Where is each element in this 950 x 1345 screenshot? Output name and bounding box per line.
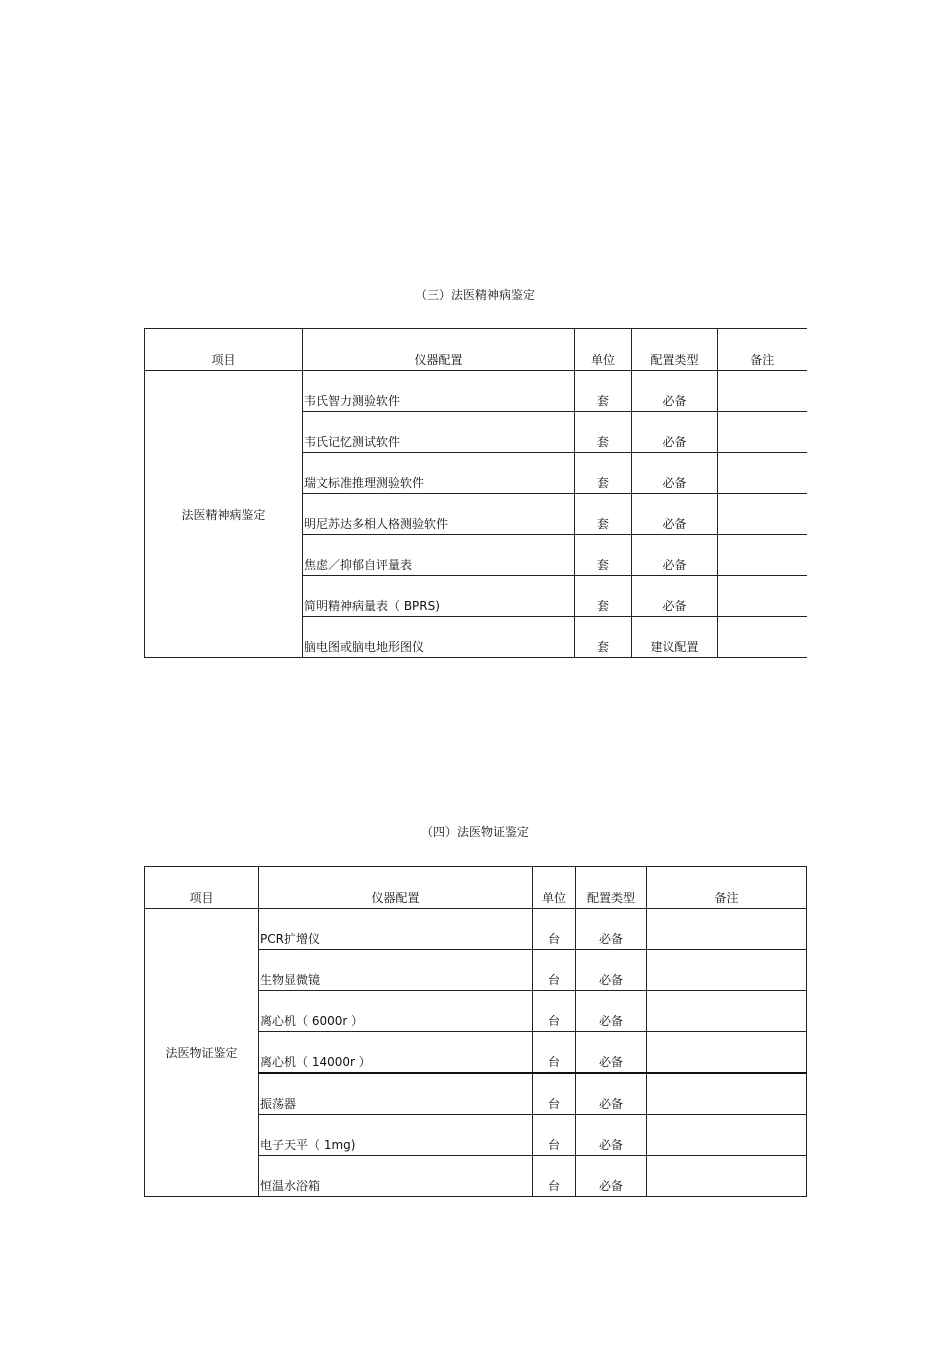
note-cell bbox=[647, 1032, 807, 1074]
note-cell bbox=[718, 535, 807, 576]
note-cell bbox=[718, 371, 807, 412]
equipment-cell: 离心机（ 14000r ） bbox=[259, 1032, 533, 1074]
equipment-cell: 离心机（ 6000r ） bbox=[259, 991, 533, 1032]
note-cell bbox=[647, 1073, 807, 1115]
section4-caption: （四）法医物证鉴定 bbox=[420, 825, 529, 839]
note-cell bbox=[647, 950, 807, 991]
table-row bbox=[145, 909, 807, 950]
unit-cell: 套 bbox=[575, 453, 632, 494]
config-type-cell: 必备 bbox=[576, 909, 647, 950]
table-row bbox=[145, 371, 807, 412]
note-cell bbox=[647, 1156, 807, 1197]
note-cell bbox=[647, 909, 807, 950]
note-cell bbox=[718, 453, 807, 494]
header-unit: 单位 bbox=[533, 867, 576, 909]
equipment-cell: 电子天平（ 1mg) bbox=[259, 1115, 533, 1156]
project-cell: 法医物证鉴定 bbox=[145, 909, 259, 1197]
unit-cell: 台 bbox=[533, 1156, 576, 1197]
header-equipment: 仪器配置 bbox=[303, 329, 575, 371]
unit-cell: 套 bbox=[575, 371, 632, 412]
config-type-cell: 必备 bbox=[632, 453, 718, 494]
equipment-cell: 振荡器 bbox=[259, 1073, 533, 1115]
unit-cell: 台 bbox=[533, 991, 576, 1032]
note-cell bbox=[718, 412, 807, 453]
unit-cell: 套 bbox=[575, 576, 632, 617]
config-type-cell: 必备 bbox=[576, 1073, 647, 1115]
config-type-cell: 必备 bbox=[632, 494, 718, 535]
header-project: 项目 bbox=[145, 867, 259, 909]
header-config-type: 配置类型 bbox=[632, 329, 718, 371]
project-cell: 法医精神病鉴定 bbox=[145, 371, 303, 658]
unit-cell: 台 bbox=[533, 1115, 576, 1156]
config-type-cell: 必备 bbox=[576, 1156, 647, 1197]
unit-cell: 台 bbox=[533, 1032, 576, 1074]
equipment-cell: 韦氏记忆测试软件 bbox=[303, 412, 575, 453]
note-cell bbox=[718, 617, 807, 658]
unit-cell: 套 bbox=[575, 494, 632, 535]
config-type-cell: 必备 bbox=[576, 991, 647, 1032]
equipment-cell: PCR扩增仪 bbox=[259, 909, 533, 950]
equipment-cell: 简明精神病量表（ BPRS) bbox=[303, 576, 575, 617]
config-type-cell: 必备 bbox=[576, 1115, 647, 1156]
config-type-cell: 必备 bbox=[632, 412, 718, 453]
config-type-cell: 必备 bbox=[632, 576, 718, 617]
section4-table bbox=[144, 866, 807, 1197]
table-header-row bbox=[145, 329, 807, 371]
equipment-cell: 恒温水浴箱 bbox=[259, 1156, 533, 1197]
section3-table bbox=[144, 328, 807, 658]
unit-cell: 套 bbox=[575, 412, 632, 453]
header-equipment: 仪器配置 bbox=[259, 867, 533, 909]
unit-cell: 台 bbox=[533, 950, 576, 991]
note-cell bbox=[647, 1115, 807, 1156]
header-note: 备注 bbox=[647, 867, 807, 909]
header-note: 备注 bbox=[718, 329, 807, 371]
config-type-cell: 建议配置 bbox=[632, 617, 718, 658]
equipment-cell: 焦虑／抑郁自评量表 bbox=[303, 535, 575, 576]
config-type-cell: 必备 bbox=[576, 1032, 647, 1074]
note-cell bbox=[718, 576, 807, 617]
header-unit: 单位 bbox=[575, 329, 632, 371]
unit-cell: 台 bbox=[533, 909, 576, 950]
unit-cell: 套 bbox=[575, 535, 632, 576]
equipment-cell: 脑电图或脑电地形图仪 bbox=[303, 617, 575, 658]
config-type-cell: 必备 bbox=[632, 535, 718, 576]
equipment-cell: 瑞文标准推理测验软件 bbox=[303, 453, 575, 494]
section3-caption: （三）法医精神病鉴定 bbox=[414, 288, 535, 302]
equipment-cell: 韦氏智力测验软件 bbox=[303, 371, 575, 412]
unit-cell: 套 bbox=[575, 617, 632, 658]
note-cell bbox=[718, 494, 807, 535]
header-project: 项目 bbox=[145, 329, 303, 371]
table-header-row bbox=[145, 867, 807, 909]
config-type-cell: 必备 bbox=[576, 950, 647, 991]
note-cell bbox=[647, 991, 807, 1032]
config-type-cell: 必备 bbox=[632, 371, 718, 412]
equipment-cell: 生物显微镜 bbox=[259, 950, 533, 991]
header-config-type: 配置类型 bbox=[576, 867, 647, 909]
unit-cell: 台 bbox=[533, 1073, 576, 1115]
equipment-cell: 明尼苏达多相人格测验软件 bbox=[303, 494, 575, 535]
